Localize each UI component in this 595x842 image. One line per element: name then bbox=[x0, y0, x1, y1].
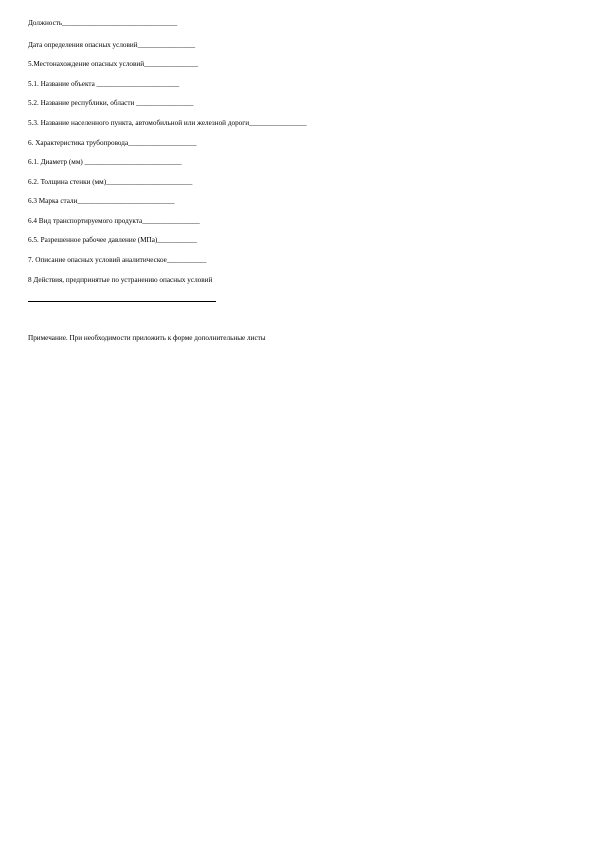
field-steel-grade: 6.3 Марка стали___________________________ bbox=[28, 197, 175, 205]
field-object-name: 5.1. Название объекта _______________________ bbox=[28, 80, 180, 88]
field-region-name: 5.2. Название республики, области ________________ bbox=[28, 99, 194, 107]
field-product-type: 6.4 Вид транспортируемого продукта________________ bbox=[28, 217, 200, 225]
field-diameter: 6.1. Диаметр (мм) ___________________________ bbox=[28, 158, 182, 166]
field-position: Должность________________________________ bbox=[28, 19, 178, 27]
form-note: Примечание. При необходимости приложить к форме дополнительные листы bbox=[28, 334, 266, 342]
field-pipeline-characteristics: 6. Характеристика трубопровода___________________ bbox=[28, 139, 197, 147]
field-hazard-description: 7. Описание опасных условий аналитическое___________ bbox=[28, 256, 207, 264]
field-wall-thickness: 6.2. Толщина стенки (мм)________________________ bbox=[28, 178, 193, 186]
field-location: 5.Местонахождение опасных условий_______________ bbox=[28, 60, 198, 68]
field-working-pressure: 6.5. Разрешенное рабочее давление (МПа)___________ bbox=[28, 236, 197, 244]
field-date-detected: Дата определения опасных условий________________ bbox=[28, 41, 196, 49]
blank-answer-line bbox=[28, 301, 216, 302]
field-actions-taken: 8 Действия, предпринятые по устранению опасных условий bbox=[28, 276, 213, 284]
field-settlement-road: 5.3. Название населенного пункта, автомобильной или железной дороги________________ bbox=[28, 119, 307, 127]
